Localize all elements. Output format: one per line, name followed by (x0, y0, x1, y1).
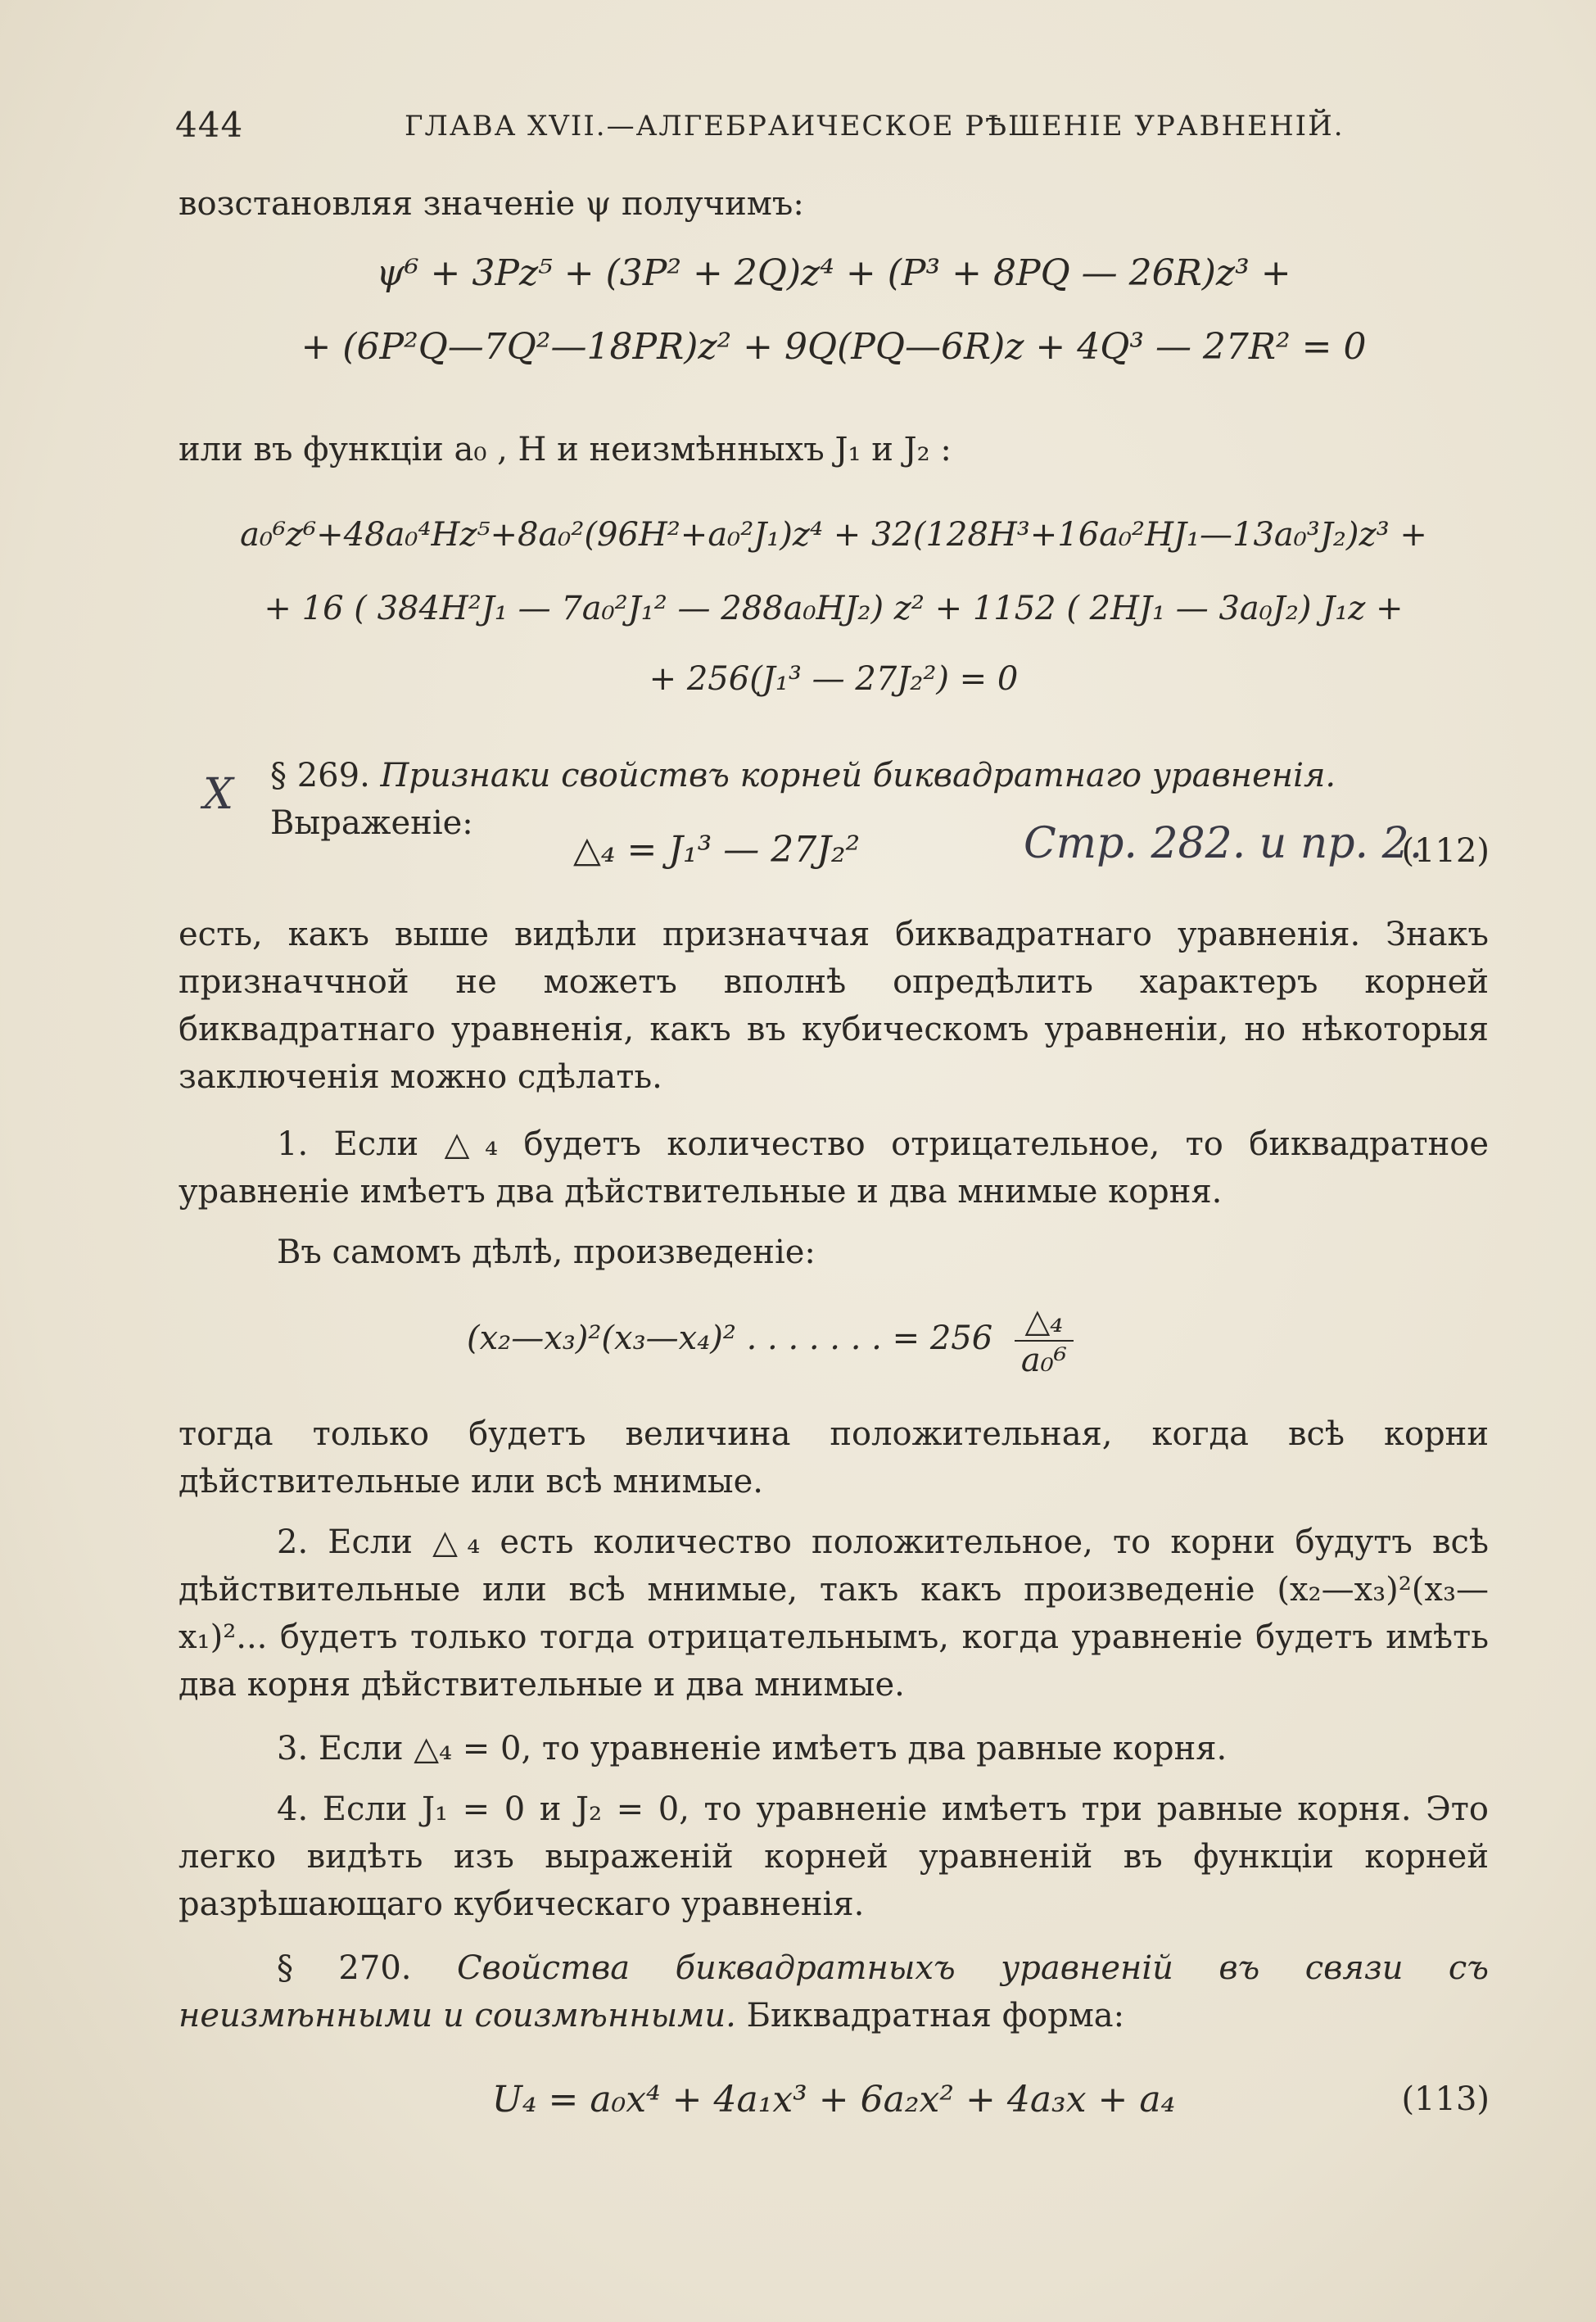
fraction-denominator: a₀⁶ (1020, 1342, 1067, 1379)
formula-112: △₄ = J₁³ — 27J₂² (573, 829, 861, 871)
formula-113: U₄ = a₀x⁴ + 4a₁x³ + 6a₂x² + 4a₃x + a₄ (491, 2079, 1176, 2121)
product-fraction (1015, 1302, 1074, 1379)
equation-2-line-2: + 16 ( 384H²J₁ — 7a₀²J₁² — 288a₀HJ₂) z² + 1152 ( 2HJ₁ — 3a₀J₂) J₁z + (264, 590, 1404, 627)
intro-line: возстановляя значеніе ψ получимъ: (179, 185, 804, 223)
handwritten-note: Стр. 282. и пр. 2. (1024, 819, 1423, 868)
item-1-tail: тогда только будетъ величина положительная, когда всѣ корни дѣйствительные или всѣ мнимые. (179, 1415, 1489, 1500)
item-1: 1. Если △₄ будетъ количество отрицательное, то биквадратное уравненіе имѣетъ два дѣйствительные и два мнимые корня. (179, 1125, 1489, 1211)
product-formula (467, 1302, 1074, 1379)
product-formula-left: (x₂—x₃)²(x₃—x₄)² . . . . . . . = 256 (467, 1319, 993, 1357)
section-270-title: Свойства биквадратныхъ уравненій въ связи съ неизмѣнными и соизмѣнными. (179, 1949, 1489, 2035)
item-2: 2. Если △₄ есть количество положительное, то корни будутъ всѣ дѣйствительные или всѣ мнимые, такъ какъ произведеніе (x₂—x₃)²(x₃—x₁)²... будетъ только тогда отрицательнымъ, когда уравненіе будетъ имѣть два корня дѣйствительные и два мнимые. (179, 1523, 1489, 1704)
equation-1-line-2: + (6P²Q—7Q²—18PR)z² + 9Q(PQ—6R)z + 4Q³ — 27R² = 0 (301, 326, 1367, 368)
or-line: или въ функціи a₀ , H и неизмѣнныхъ J₁ и J₂ : (179, 431, 952, 468)
section-270-lead: Биквадратная форма: (746, 1997, 1125, 2035)
running-title: ГЛАВА XVII.—АЛГЕБРАИЧЕСКОЕ РѢШЕНІЕ УРАВНЕНІЙ. (405, 110, 1345, 143)
section-269-number: § 269. (270, 757, 370, 794)
equation-1-line-1: ψ⁶ + 3Pz⁵ + (3P² + 2Q)z⁴ + (P³ + 8PQ — 26R)z³ + (376, 252, 1291, 294)
section-269-paragraph: есть, какъ выше видѣли призначчая биквадратнаго уравненія. Знакъ призначчной не можетъ вполнѣ опредѣлить характеръ корней биквадратнаго уравненія, какъ въ кубическомъ уравненіи, но нѣкоторыя заключенія можно сдѣлать. (179, 916, 1489, 1096)
equation-number-112: (112) (1401, 832, 1490, 870)
section-269-title: Признаки свойствъ корней биквадратнаго уравненія. (380, 757, 1336, 794)
item-4: 4. Если J₁ = 0 и J₂ = 0, то уравненіе имѣетъ три равные корня. Это легко видѣть изъ выраженій корней уравненій въ функціи корней разрѣшающаго кубическаго уравненія. (179, 1790, 1489, 1923)
section-270-heading (179, 1944, 1489, 2039)
fraction-numerator: △₄ (1015, 1302, 1074, 1342)
margin-mark: X (203, 770, 234, 819)
section-270-number: § 270. (277, 1949, 412, 1987)
equation-number-113: (113) (1401, 2080, 1490, 2118)
page-number: 444 (175, 105, 244, 145)
equation-2-line-3: + 256(J₁³ — 27J₂²) = 0 (649, 660, 1019, 698)
item-3: 3. Если △₄ = 0, то уравненіе имѣетъ два равные корня. (277, 1730, 1228, 1768)
section-269-lead: Выраженіе: (270, 804, 473, 842)
equation-2-line-1: a₀⁶z⁶+48a₀⁴Hz⁵+8a₀²(96H²+a₀²J₁)z⁴ + 32(128H³+16a₀²HJ₁—13a₀³J₂)z³ + (240, 516, 1427, 554)
item-1-follow: Въ самомъ дѣлѣ, произведеніе: (277, 1233, 816, 1271)
